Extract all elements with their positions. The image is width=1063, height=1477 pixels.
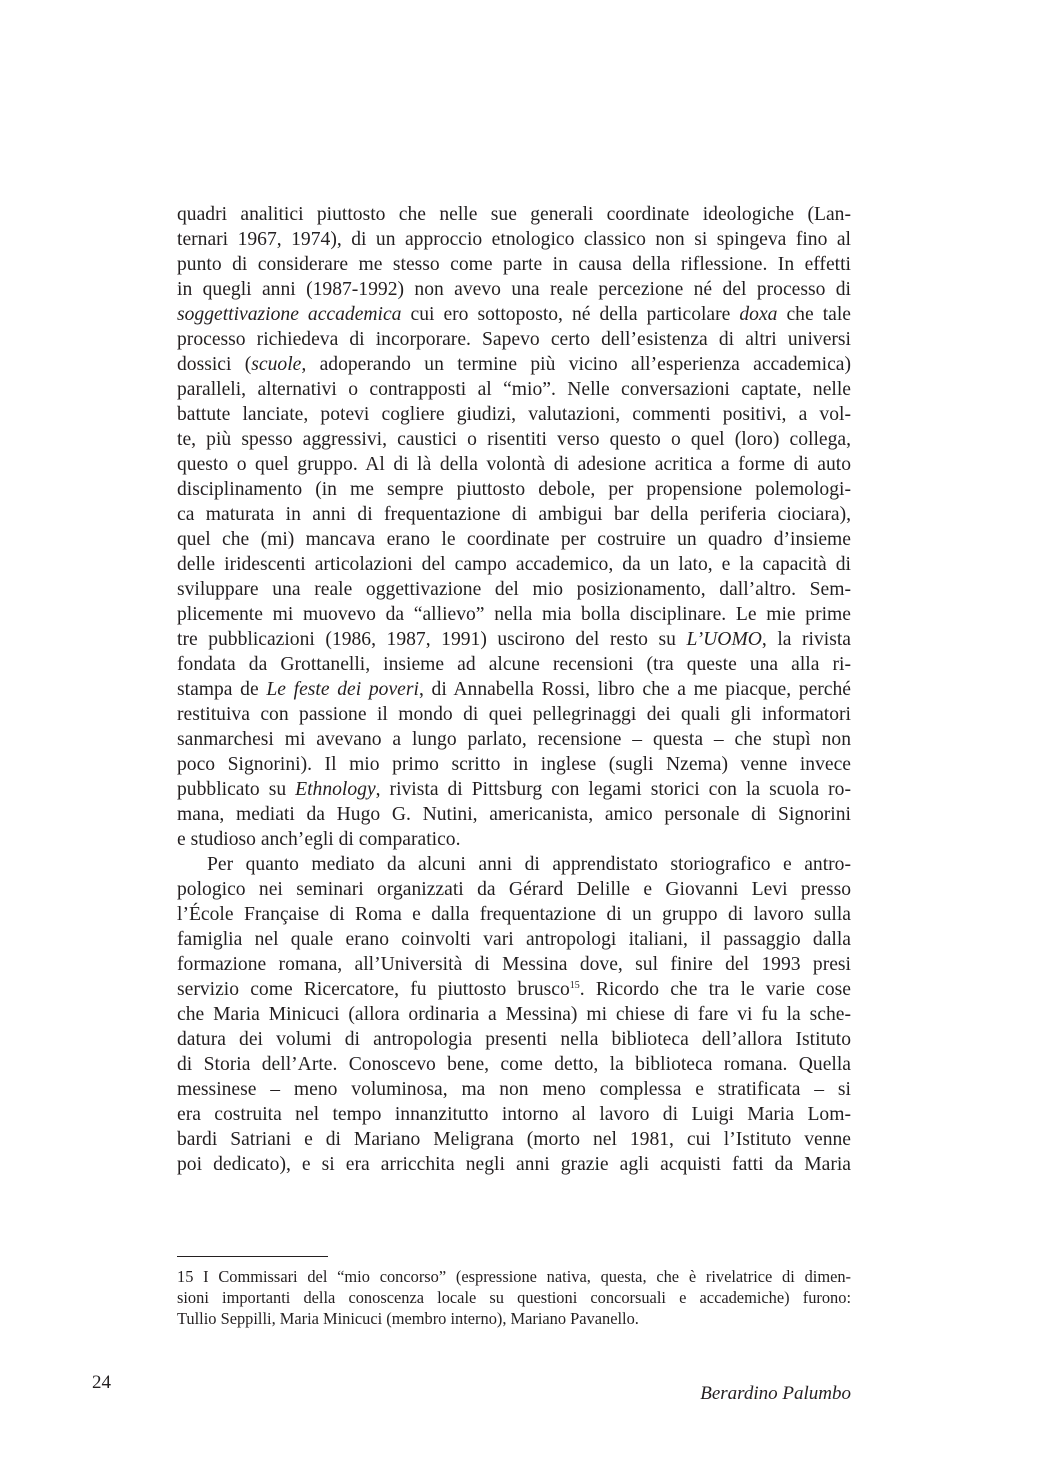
text-run: paralleli, alternativi o contrapposti al “mio”. Nelle conversazioni captate, nelle: [177, 379, 851, 400]
text-run: 15 I Commissari del “mio concorso” (espressione nativa, questa, che è rivelatrice di dimen-: [177, 1267, 851, 1286]
body-text-line: [177, 652, 851, 677]
text-run: pologico nei seminari organizzati da Gérard Delille e Giovanni Levi presso: [177, 879, 851, 900]
text-run: stampa de: [177, 679, 267, 700]
body-text-line: [177, 452, 851, 477]
text-run: , la rivista: [761, 629, 852, 650]
italic-text-run: scuole,: [251, 354, 307, 375]
text-run: l’École Française di Roma e dalla frequentazione di un gruppo di lavoro sulla: [177, 904, 851, 925]
text-run: ca maturata in anni di frequentazione di ambigui bar della periferia ciociara),: [177, 504, 851, 525]
text-run: era costruita nel tempo innanzitutto intorno al lavoro di Luigi Maria Lom-: [177, 1104, 851, 1125]
body-text-line: [177, 602, 851, 627]
text-run: Per quanto mediato da alcuni anni di apprendistato storiografico e antro-: [207, 854, 851, 875]
body-text-line: [177, 252, 851, 277]
body-text-line: [177, 377, 851, 402]
italic-text-run: Le feste dei poveri: [266, 679, 419, 700]
body-text-line: [177, 402, 851, 427]
footnotes: [177, 1266, 851, 1329]
body-text-line: [177, 877, 851, 902]
body-text-line: [177, 1152, 851, 1177]
text-run: plicemente mi muovevo da “allievo” nella mia bolla disciplinare. Le mie prime: [177, 604, 851, 625]
text-run: poco Signorini). Il mio primo scritto in inglese (sugli Nzema) venne invece: [177, 754, 851, 775]
body-text-line: [177, 327, 851, 352]
text-run: . Ricordo che tra le varie cose: [579, 979, 851, 1000]
text-run: te, più spesso aggressivi, caustici o risentiti verso questo o quel (loro) collega,: [177, 429, 851, 450]
text-run: Tullio Seppilli, Maria Minicuci (membro interno), Mariano Pavanello.: [177, 1309, 639, 1328]
text-run: restituiva con passione il mondo di quei pellegrinaggi dei quali gli informatori: [177, 704, 851, 725]
body-text-line: [177, 577, 851, 602]
body-text-line: [177, 727, 851, 752]
text-run: messinese – meno voluminosa, ma non meno complessa e stratificata – si: [177, 1079, 851, 1100]
body-text-line: [177, 852, 851, 877]
text-run: cui ero sottoposto, né della particolare: [401, 304, 740, 325]
text-run: datura dei volumi di antropologia presenti nella biblioteca dell’allora Istituto: [177, 1029, 851, 1050]
body-text-line: [177, 802, 851, 827]
body-text-line: [177, 527, 851, 552]
body-text-line: [177, 1127, 851, 1152]
body-text-line: [177, 427, 851, 452]
body-text-line: [177, 902, 851, 927]
body-text-line: [177, 477, 851, 502]
text-run: , rivista di Pittsburg con legami storici con la scuola ro-: [375, 779, 851, 800]
text-run: delle iridescenti articolazioni del campo accademico, da un lato, e la capacità di: [177, 554, 851, 575]
text-run: pubblicato su: [177, 779, 296, 800]
text-run: tre pubblicazioni (1986, 1987, 1991) uscirono del resto su: [177, 629, 687, 650]
body-text-line: [177, 777, 851, 802]
text-run: sviluppare una reale oggettivazione del mio posizionamento, dall’altro. Sem-: [177, 579, 851, 600]
text-run: e studioso anch’egli di comparatico.: [177, 829, 461, 850]
body-text-line: [177, 927, 851, 952]
body-text-line: [177, 227, 851, 252]
body-text-line: [177, 977, 851, 1002]
body-text-line: [177, 202, 851, 227]
text-run: battute lanciate, potevi cogliere giudizi, valutazioni, commenti positivi, a vol-: [177, 404, 851, 425]
text-run: , di Annabella Rossi, libro che a me piacque, perché: [418, 679, 852, 700]
body-text-line: [177, 277, 851, 302]
text-run: servizio come Ricercatore, fu piuttosto brusco: [177, 979, 570, 1000]
footnote-line: [177, 1266, 851, 1287]
body-text-line: [177, 952, 851, 977]
body-text-line: [177, 752, 851, 777]
text-run: processo richiedeva di incorporare. Sapevo certo dell’esistenza di altri universi: [177, 329, 851, 350]
text-run: ternari 1967, 1974), di un approccio etnologico classico non si spingeva fino al: [177, 229, 851, 250]
text-run: adoperando un termine più vicino all’esperienza accademica): [306, 354, 851, 375]
text-run: mana, mediati da Hugo G. Nutini, americanista, amico personale di Signorini: [177, 804, 851, 825]
text-run: quel che (mi) mancava erano le coordinate per costruire un quadro d’insieme: [177, 529, 851, 550]
text-run: dossici (: [177, 354, 252, 375]
italic-text-run: soggettivazione accademica: [177, 304, 402, 325]
body-text-line: [177, 827, 851, 852]
body-text-line: [177, 1077, 851, 1102]
body-text-line: [177, 1002, 851, 1027]
body-text-line: [177, 502, 851, 527]
text-run: disciplinamento (in me sempre piuttosto debole, per propensione polemologi-: [177, 479, 851, 500]
italic-text-run: doxa: [739, 304, 778, 325]
footnote-line: [177, 1287, 851, 1308]
footnote-line: [177, 1308, 851, 1329]
text-run: fondata da Grottanelli, insieme ad alcune recensioni (tra queste una alla ri-: [177, 654, 851, 675]
text-run: punto di considerare me stesso come parte in causa della riflessione. In effetti: [177, 254, 851, 275]
body-text-line: [177, 552, 851, 577]
text-run: che tale: [777, 304, 851, 325]
running-footer-author: Berardino Palumbo: [700, 1383, 851, 1404]
text-run: questo o quel gruppo. Al di là della volontà di adesione acritica a forme di auto: [177, 454, 851, 475]
footnote-reference: 15: [569, 980, 580, 991]
text-run: quadri analitici piuttosto che nelle sue generali coordinate ideologiche (Lan-: [177, 204, 851, 225]
body-text-line: [177, 1027, 851, 1052]
body-text-line: [177, 1052, 851, 1077]
body-text-line: [177, 1102, 851, 1127]
text-run: sanmarchesi mi avevano a lungo parlato, recensione – questa – che stupì non: [177, 729, 851, 750]
text-run: che Maria Minicuci (allora ordinaria a Messina) mi chiese di fare vi fu la sche-: [177, 1004, 851, 1025]
text-run: formazione romana, all’Università di Messina dove, sul finire del 1993 presi: [177, 954, 851, 975]
text-run: sioni importanti della conoscenza locale su questioni concorsuali e accademiche) furono:: [177, 1288, 851, 1307]
text-run: famiglia nel quale erano coinvolti vari antropologi italiani, il passaggio dalla: [177, 929, 851, 950]
text-run: in quegli anni (1987-1992) non avevo una reale percezione né del processo di: [177, 279, 851, 300]
text-run: poi dedicato), e si era arricchita negli anni grazie agli acquisti fatti da Maria: [177, 1154, 851, 1175]
page-number: 24: [92, 1372, 111, 1393]
body-text-line: [177, 702, 851, 727]
text-run: di Storia dell’Arte. Conoscevo bene, come detto, la biblioteca romana. Quella: [177, 1054, 851, 1075]
italic-text-run: Ethnology: [295, 779, 376, 800]
main-body-text: [177, 202, 851, 1177]
body-text-line: [177, 352, 851, 377]
body-text-line: [177, 627, 851, 652]
text-run: bardi Satriani e di Mariano Meligrana (morto nel 1981, cui l’Istituto venne: [177, 1129, 851, 1150]
body-text-line: [177, 302, 851, 327]
footnote-separator: [177, 1256, 328, 1257]
italic-text-run: L’UOMO: [686, 629, 762, 650]
body-text-line: [177, 677, 851, 702]
